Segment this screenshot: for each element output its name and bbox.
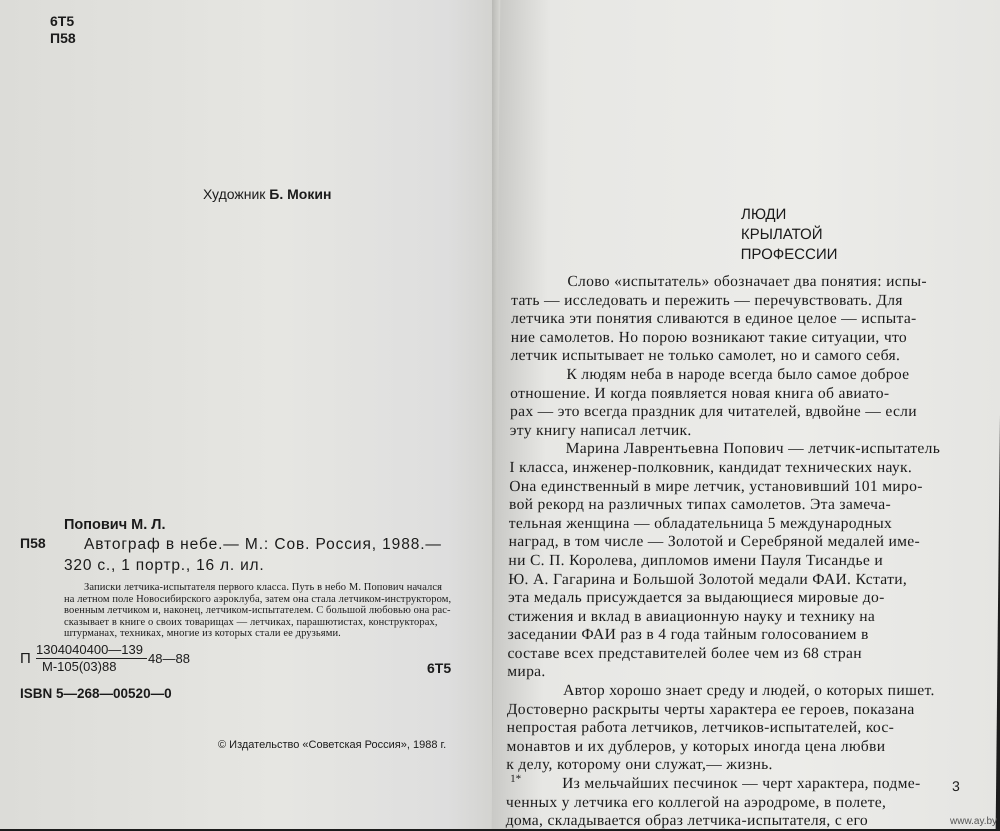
- copyright: © Издательство «Советская Россия», 1988 г.: [218, 739, 447, 751]
- bibliographic-formula: [36, 642, 147, 675]
- illustrator-label: Художник: [203, 186, 266, 202]
- body-text: [506, 273, 980, 831]
- abstract-line: штурманах, техниках, многие из которых стали ее друзьями.: [64, 628, 341, 639]
- text-line: рах — это всегда праздник для читателей, вдвойне — если: [509, 403, 918, 421]
- formula-suffix: 48—88: [148, 651, 190, 666]
- bbk-index: 6Т5: [50, 13, 75, 29]
- abstract-line: на летном поле Новосибирского аэроклуба, затем она стала летчиком-инструктором,: [64, 593, 452, 605]
- text-line: Достоверно раскрыты черты характера ее героев, показана: [506, 700, 915, 718]
- text-line: монавтов и их дублеров, у которых иногда цена любви: [506, 737, 886, 755]
- text-line: отношение. И когда появляется новая книга об авиато-: [510, 384, 890, 402]
- text-line: дома, складывается образ летчика-испытателя, с его: [505, 812, 869, 830]
- text-line: составе всех представителей более чем из 68 стран: [507, 644, 863, 662]
- chapter-title-line: ЛЮДИ: [741, 206, 787, 223]
- text-line: летчик испытывает не только самолет, но и самого себя.: [510, 347, 901, 365]
- author-code-margin: П58: [20, 535, 46, 551]
- text-line: заседании ФАИ раз в 4 года тайным голосованием в: [507, 626, 869, 644]
- chapter-title-line: ПРОФЕССИИ: [740, 246, 838, 263]
- text-line: Она единственный в мире летчик, установивший 101 миро-: [509, 477, 923, 495]
- abstract: [64, 582, 451, 640]
- abstract-line: сказывает в книге о своих товарищах — летчиках, парашютистах, конструкторах,: [64, 616, 438, 628]
- text-line: ченных у летчика его коллегой на аэродроме, в полете,: [505, 793, 887, 811]
- illustrator-name: Б. Мокин: [269, 186, 332, 202]
- signature-mark: 1*: [510, 773, 522, 785]
- text-line: летчика эти понятия сливаются в единое целое — испыта-: [510, 310, 917, 328]
- text-line: Ю. А. Гагарина и Большой Золотой медали ФАИ. Кстати,: [508, 570, 908, 588]
- formula-numerator: 1304040400—139: [36, 642, 147, 659]
- text-line: стижения и вклад в авиационную науку и технику на: [507, 607, 876, 625]
- abstract-line: военным летчиком и, наконец, летчиком-испытателем. С большой любовью она рас-: [64, 605, 451, 616]
- author-code: П58: [50, 30, 76, 46]
- text-line: ние самолетов. Но порою возникают такие ситуации, что: [510, 328, 908, 346]
- watermark: www.ay.by: [950, 816, 998, 827]
- text-line: наград, в том числе — Золотой и Серебряной медалей име-: [508, 533, 921, 551]
- text-line: тельная женщина — обладательница 5 международных: [508, 514, 893, 532]
- text-line: I класса, инженер-полковник, кандидат технических наук.: [509, 458, 913, 476]
- chapter-title-line: КРЫЛАТОЙ: [740, 226, 823, 243]
- chapter-title: [741, 205, 838, 265]
- formula-letter: П: [20, 650, 31, 667]
- text-line: непростая работа летчиков, летчиков-испытателей, кос-: [506, 719, 895, 737]
- text-line: Автор хорошо знает среду и людей, о которых пишет.: [563, 682, 935, 700]
- page-number: 3: [952, 778, 960, 794]
- author-name: Попович М. Л.: [64, 517, 166, 533]
- text-line: Марина Лаврентьевна Попович — летчик-испытатель: [565, 440, 941, 458]
- text-line: вой рекорд на различных типах самолетов. Эта замеча-: [508, 496, 892, 514]
- right-page: [492, 0, 1000, 829]
- isbn: ISBN 5—268—00520—0: [20, 686, 172, 701]
- bibliographic-line-2: 320 с., 1 портр., 16 л. ил.: [64, 557, 265, 574]
- text-line: Слово «испытатель» обозначает два понятия: испы-: [567, 273, 928, 290]
- text-line: к делу, которому они служат,— жизнь.: [506, 756, 773, 774]
- text-line: эту книгу написал летчик.: [509, 421, 692, 439]
- bbk-index-right: 6Т5: [427, 660, 452, 676]
- text-line: мира.: [507, 663, 546, 681]
- text-line: тать — исследовать и пережить — перечувствовать. Для: [511, 291, 903, 309]
- text-line: К людям неба в народе всегда было самое доброе: [566, 365, 910, 383]
- abstract-line: Записки летчика-испытателя первого класса. Путь в небо М. Попович начался: [84, 582, 443, 593]
- formula-denominator: М-105(03)88: [42, 659, 117, 674]
- illustrator-credit: [203, 186, 331, 202]
- text-line: ни С. П. Королева, дипломов имени Пауля Тисандье и: [508, 551, 884, 569]
- bibliographic-line-1: Автограф в небе.— М.: Сов. Россия, 1988.—: [84, 536, 442, 553]
- text-line: эта медаль присуждается за выдающиеся мировые до-: [507, 589, 885, 607]
- text-line: Из мельчайших песчинок — черт характера, подме-: [562, 775, 921, 793]
